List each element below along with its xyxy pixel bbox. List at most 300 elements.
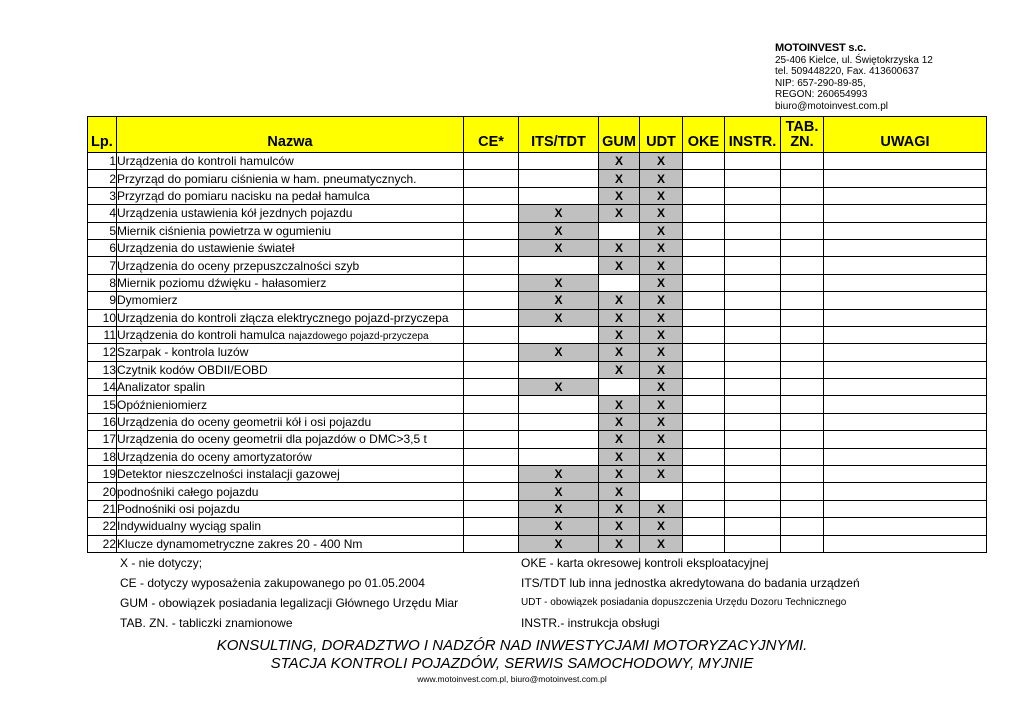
equipment-name-text: Podnośniki osi pojazdu [117, 502, 240, 516]
cell-uwagi [824, 483, 987, 500]
footer [0, 637, 1024, 685]
cell-its [519, 413, 599, 430]
cell-gum [599, 379, 640, 396]
equipment-name-text: Urządzenia do oceny przepuszczalności szyb [117, 258, 360, 273]
cell-instr [725, 153, 781, 170]
cell-gum: X [599, 396, 640, 413]
cell-ce [464, 518, 519, 535]
table-row [88, 379, 987, 396]
table-body [88, 153, 987, 553]
row-number: 18 [88, 448, 117, 465]
row-number: 20 [88, 483, 117, 500]
cell-instr [725, 500, 781, 517]
cell-udt [640, 483, 683, 500]
header-udt: UDT [640, 117, 683, 153]
header-lp: Lp. [88, 117, 117, 153]
cell-its: X [519, 379, 599, 396]
cell-instr [725, 344, 781, 361]
cell-instr [725, 326, 781, 343]
cell-oke [683, 483, 725, 500]
cell-gum [599, 222, 640, 239]
cell-oke [683, 153, 725, 170]
cell-tab [781, 309, 824, 326]
table-row [88, 205, 987, 222]
cell-udt: X [640, 466, 683, 483]
cell-oke [683, 535, 725, 552]
equipment-name-small: najazdowego pojazd-przyczepa [288, 331, 429, 343]
cell-udt: X [640, 153, 683, 170]
row-number: 17 [88, 431, 117, 448]
cell-ce [464, 153, 519, 170]
cell-instr [725, 535, 781, 552]
row-number: 16 [88, 413, 117, 430]
cell-uwagi [824, 274, 987, 291]
cell-udt: X [640, 518, 683, 535]
cell-oke [683, 309, 725, 326]
equipment-name [117, 170, 464, 187]
equipment-name [117, 466, 464, 483]
equipment-name [117, 413, 464, 430]
cell-its: X [519, 344, 599, 361]
cell-tab [781, 187, 824, 204]
cell-tab [781, 413, 824, 430]
cell-ce [464, 535, 519, 552]
equipment-name-text: Urządzenia do oceny amortyzatorów [117, 449, 312, 464]
cell-udt: X [640, 535, 683, 552]
cell-uwagi [824, 361, 987, 378]
cell-its [519, 431, 599, 448]
table-row [88, 170, 987, 187]
cell-instr [725, 170, 781, 187]
cell-ce [464, 448, 519, 465]
cell-uwagi [824, 309, 987, 326]
cell-ce [464, 257, 519, 274]
equipment-name [117, 361, 464, 378]
cell-instr [725, 292, 781, 309]
cell-gum: X [599, 292, 640, 309]
cell-udt: X [640, 274, 683, 291]
table-row [88, 344, 987, 361]
cell-instr [725, 361, 781, 378]
cell-its [519, 257, 599, 274]
table-row [88, 396, 987, 413]
company-nip: NIP: 657-290-89-85, [775, 77, 866, 89]
cell-gum: X [599, 361, 640, 378]
row-number: 15 [88, 396, 117, 413]
cell-ce [464, 326, 519, 343]
cell-instr [725, 448, 781, 465]
cell-uwagi [824, 153, 987, 170]
cell-ce [464, 466, 519, 483]
cell-its [519, 326, 599, 343]
cell-its [519, 448, 599, 465]
cell-gum [599, 274, 640, 291]
cell-instr [725, 413, 781, 430]
cell-instr [725, 205, 781, 222]
cell-gum: X [599, 170, 640, 187]
cell-its: X [519, 535, 599, 552]
cell-tab [781, 518, 824, 535]
equipment-name [117, 535, 464, 552]
cell-udt: X [640, 170, 683, 187]
cell-gum: X [599, 518, 640, 535]
legend-item: CE - dotyczy wyposażenia zakupowanego po 01.05.2004 [120, 576, 425, 590]
cell-udt: X [640, 379, 683, 396]
cell-oke [683, 413, 725, 430]
legend-item: OKE - karta okresowej kontroli eksploatacyjnej [521, 556, 769, 570]
cell-ce [464, 274, 519, 291]
cell-udt: X [640, 205, 683, 222]
cell-uwagi [824, 344, 987, 361]
cell-uwagi [824, 466, 987, 483]
header-oke: OKE [683, 117, 725, 153]
row-number: 11 [88, 326, 117, 343]
company-regon: REGON: 260654993 [775, 89, 868, 101]
header-tab-line1: TAB. [785, 118, 819, 135]
cell-tab [781, 222, 824, 239]
cell-tab [781, 396, 824, 413]
cell-uwagi [824, 396, 987, 413]
cell-uwagi [824, 257, 987, 274]
legend-item: X - nie dotyczy; [120, 556, 203, 570]
cell-ce [464, 413, 519, 430]
company-phone: tel. 509448220, Fax. 413600637 [775, 66, 920, 78]
footer-line2: STACJA KONTROLI POJAZDÓW, SERWIS SAMOCHODOWY, MYJNIE [270, 655, 754, 672]
cell-oke [683, 170, 725, 187]
equipment-name-text: Indywidualny wyciąg spalin [117, 519, 262, 534]
cell-tab [781, 535, 824, 552]
cell-gum: X [599, 326, 640, 343]
table-row [88, 292, 987, 309]
equipment-name-text: Urządzenia do ustawienie świateł [117, 241, 295, 256]
cell-uwagi [824, 500, 987, 517]
row-number: 19 [88, 466, 117, 483]
equipment-name [117, 431, 464, 448]
cell-tab [781, 239, 824, 256]
cell-its [519, 396, 599, 413]
cell-ce [464, 500, 519, 517]
equipment-name-text: Dymomierz [117, 293, 178, 308]
cell-ce [464, 344, 519, 361]
equipment-name-text: Urządzenia do kontroli hamulców [117, 154, 294, 169]
company-address: 25-406 Kielce, ul. Świętokrzyska 12 [775, 54, 933, 66]
equipment-name [117, 483, 464, 500]
cell-oke [683, 222, 725, 239]
cell-gum: X [599, 309, 640, 326]
equipment-name-text: Przyrząd do pomiaru nacisku na pedał hamulca [117, 188, 370, 203]
cell-its: X [519, 222, 599, 239]
cell-ce [464, 361, 519, 378]
footer-web: www.motoinvest.com.pl, biuro@motoinvest.com.pl [417, 674, 607, 684]
cell-udt: X [640, 396, 683, 413]
legend-right [521, 553, 860, 633]
cell-oke [683, 239, 725, 256]
cell-oke [683, 187, 725, 204]
footer-line1: KONSULTING, DORADZTWO I NADZÓR NAD INWESTYCJAMI MOTORYZACYJNYMI. [216, 637, 808, 654]
cell-uwagi [824, 431, 987, 448]
table-row [88, 239, 987, 256]
cell-oke [683, 361, 725, 378]
row-number: 9 [88, 292, 117, 309]
row-number: 4 [88, 205, 117, 222]
table-row [88, 326, 987, 343]
table-row [88, 222, 987, 239]
cell-ce [464, 170, 519, 187]
row-number: 6 [88, 239, 117, 256]
cell-gum: X [599, 535, 640, 552]
cell-oke [683, 448, 725, 465]
table-row [88, 431, 987, 448]
cell-ce [464, 205, 519, 222]
legend-item: ITS/TDT lub inna jednostka akredytowana do badania urządzeń [521, 576, 860, 590]
cell-tab [781, 257, 824, 274]
cell-instr [725, 309, 781, 326]
cell-instr [725, 466, 781, 483]
cell-uwagi [824, 205, 987, 222]
equipment-name [117, 448, 464, 465]
header-its: ITS/TDT [519, 117, 599, 153]
cell-its: X [519, 518, 599, 535]
row-number: 12 [88, 344, 117, 361]
cell-oke [683, 344, 725, 361]
cell-its: X [519, 466, 599, 483]
equipment-name [117, 344, 464, 361]
equipment-name [117, 274, 464, 291]
equipment-name-text: Urządzenia do oceny geometrii kół i osi pojazdu [117, 415, 372, 430]
cell-its: X [519, 274, 599, 291]
row-number: 10 [88, 309, 117, 326]
equipment-name-text: Urządzenia do oceny geometrii dla pojazdów o DMC>3,5 t [117, 432, 427, 447]
cell-its: X [519, 483, 599, 500]
cell-ce [464, 483, 519, 500]
cell-tab [781, 448, 824, 465]
row-number: 22 [88, 518, 117, 535]
row-number: 13 [88, 361, 117, 378]
cell-ce [464, 239, 519, 256]
legend-item: TAB. ZN. - tabliczki znamionowe [120, 616, 293, 630]
cell-tab [781, 344, 824, 361]
cell-instr [725, 379, 781, 396]
cell-udt: X [640, 448, 683, 465]
cell-ce [464, 431, 519, 448]
equipment-name-text: Przyrząd do pomiaru ciśnienia w ham. pneumatycznych. [117, 171, 417, 186]
equipment-name [117, 239, 464, 256]
table-row [88, 257, 987, 274]
table-row [88, 483, 987, 500]
table-row [88, 413, 987, 430]
cell-oke [683, 205, 725, 222]
cell-udt: X [640, 187, 683, 204]
cell-gum: X [599, 187, 640, 204]
cell-instr [725, 396, 781, 413]
row-number: 14 [88, 379, 117, 396]
company-email: biuro@motoinvest.com.pl [775, 100, 888, 112]
cell-its: X [519, 292, 599, 309]
cell-its [519, 361, 599, 378]
cell-its: X [519, 500, 599, 517]
row-number: 8 [88, 274, 117, 291]
table-row [88, 500, 987, 517]
cell-uwagi [824, 379, 987, 396]
equipment-name [117, 187, 464, 204]
equipment-name-text: Klucze dynamometryczne zakres 20 - 400 Nm [117, 536, 363, 551]
cell-oke [683, 518, 725, 535]
equipment-name [117, 309, 464, 326]
cell-tab [781, 361, 824, 378]
cell-gum: X [599, 413, 640, 430]
cell-udt: X [640, 326, 683, 343]
cell-its: X [519, 239, 599, 256]
table-row [88, 187, 987, 204]
cell-oke [683, 500, 725, 517]
cell-uwagi [824, 170, 987, 187]
cell-tab [781, 431, 824, 448]
cell-gum: X [599, 257, 640, 274]
cell-oke [683, 274, 725, 291]
cell-tab [781, 379, 824, 396]
cell-tab [781, 483, 824, 500]
cell-its [519, 153, 599, 170]
cell-oke [683, 379, 725, 396]
cell-udt: X [640, 222, 683, 239]
equipment-name-text: Szarpak - kontrola luzów [117, 345, 249, 360]
table-row [88, 309, 987, 326]
cell-tab [781, 292, 824, 309]
cell-instr [725, 187, 781, 204]
row-number: 22 [88, 535, 117, 552]
cell-udt: X [640, 413, 683, 430]
header-nazwa: Nazwa [117, 117, 464, 153]
cell-gum: X [599, 205, 640, 222]
cell-instr [725, 257, 781, 274]
table-row [88, 518, 987, 535]
cell-ce [464, 222, 519, 239]
cell-its: X [519, 309, 599, 326]
cell-oke [683, 396, 725, 413]
cell-tab [781, 466, 824, 483]
cell-gum: X [599, 483, 640, 500]
cell-udt: X [640, 292, 683, 309]
cell-its [519, 187, 599, 204]
equipment-name [117, 326, 464, 343]
equipment-name-text: Urządzenia do kontroli hamulca [117, 328, 289, 343]
cell-gum: X [599, 431, 640, 448]
cell-oke [683, 257, 725, 274]
cell-tab [781, 205, 824, 222]
cell-instr [725, 431, 781, 448]
cell-uwagi [824, 448, 987, 465]
row-number: 2 [88, 170, 117, 187]
cell-oke [683, 292, 725, 309]
cell-instr [725, 222, 781, 239]
equipment-name-text: Opóźnieniomierz [117, 397, 208, 412]
cell-udt: X [640, 344, 683, 361]
cell-oke [683, 466, 725, 483]
row-number: 1 [88, 153, 117, 170]
table-row [88, 448, 987, 465]
cell-ce [464, 379, 519, 396]
equipment-name [117, 153, 464, 170]
row-number: 21 [88, 500, 117, 517]
equipment-name [117, 205, 464, 222]
row-number: 5 [88, 222, 117, 239]
equipment-name [117, 379, 464, 396]
cell-gum: X [599, 344, 640, 361]
table-row [88, 535, 987, 552]
legend-item: INSTR.- instrukcja obsługi [521, 616, 660, 630]
table-row [88, 466, 987, 483]
cell-ce [464, 396, 519, 413]
cell-udt: X [640, 500, 683, 517]
equipment-table [87, 116, 987, 553]
cell-ce [464, 309, 519, 326]
header-tab-zn [781, 117, 824, 153]
cell-tab [781, 326, 824, 343]
equipment-name-text: Analizator spalin [117, 380, 206, 395]
cell-tab [781, 274, 824, 291]
cell-ce [464, 292, 519, 309]
cell-instr [725, 483, 781, 500]
company-name: MOTOINVEST s.c. [775, 42, 866, 54]
equipment-name-text: Detektor nieszczelności instalacji gazowej [117, 467, 340, 482]
equipment-name-text: podnośniki całego pojazdu [117, 484, 259, 499]
cell-gum: X [599, 239, 640, 256]
legend-left [120, 553, 458, 633]
cell-uwagi [824, 187, 987, 204]
cell-uwagi [824, 535, 987, 552]
table-row [88, 361, 987, 378]
cell-uwagi [824, 326, 987, 343]
header-gum: GUM [599, 117, 640, 153]
header-tab-line2: ZN. [790, 133, 814, 150]
equipment-name [117, 257, 464, 274]
legend-item: GUM - obowiązek posiadania legalizacji Głównego Urzędu Miar [120, 596, 459, 610]
cell-tab [781, 500, 824, 517]
equipment-name [117, 518, 464, 535]
row-number: 7 [88, 257, 117, 274]
cell-gum: X [599, 500, 640, 517]
legend-item: UDT - obowiązek posiadania dopuszczenia Urzędu Dozoru Technicznego [521, 597, 847, 608]
cell-gum: X [599, 153, 640, 170]
equipment-name [117, 500, 464, 517]
header-uwagi: UWAGI [824, 117, 987, 153]
cell-its [519, 170, 599, 187]
cell-instr [725, 274, 781, 291]
cell-oke [683, 431, 725, 448]
table-row [88, 153, 987, 170]
cell-oke [683, 326, 725, 343]
cell-udt: X [640, 309, 683, 326]
cell-gum: X [599, 448, 640, 465]
cell-instr [725, 518, 781, 535]
table-header-row [88, 117, 987, 153]
table-row [88, 274, 987, 291]
cell-udt: X [640, 361, 683, 378]
cell-uwagi [824, 413, 987, 430]
cell-uwagi [824, 222, 987, 239]
cell-uwagi [824, 239, 987, 256]
cell-instr [725, 239, 781, 256]
header-instr: INSTR. [725, 117, 781, 153]
equipment-name [117, 222, 464, 239]
equipment-name-text: Urządzenia ustawienia kół jezdnych pojazdu [117, 206, 353, 221]
equipment-name-text: Czytnik kodów OBDII/EOBD [117, 362, 268, 377]
company-info [775, 43, 933, 113]
row-number: 3 [88, 187, 117, 204]
header-ce: CE* [464, 117, 519, 153]
cell-tab [781, 153, 824, 170]
cell-ce [464, 187, 519, 204]
